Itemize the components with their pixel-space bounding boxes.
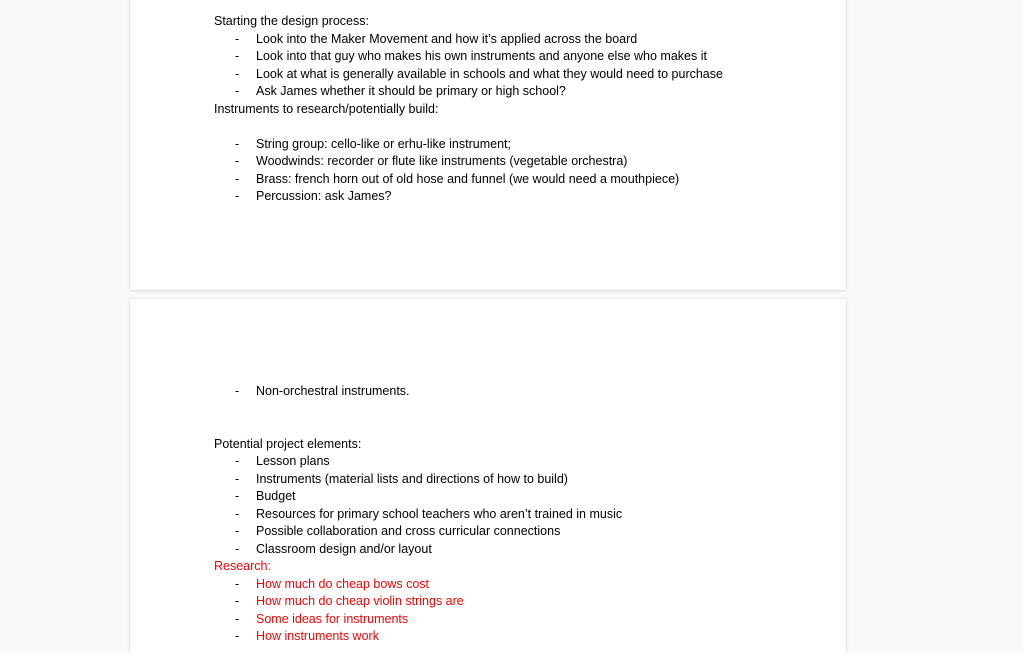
bullet-marker: - (235, 136, 240, 151)
bullet-marker: - (235, 49, 240, 63)
list-item-text: Ask James whether it should be primary or high school? (256, 84, 566, 98)
list-item (235, 593, 464, 611)
document-page-2 (130, 299, 846, 653)
bullet-marker: - (235, 171, 240, 186)
bullet-marker: - (235, 506, 240, 521)
list-item-text: Look at what is generally available in schools and what they would need to purchase (256, 66, 723, 81)
bullet-marker: - (235, 154, 240, 168)
list-item-text: Budget (256, 489, 296, 503)
list-item-text: How much do cheap violin strings are (256, 594, 464, 608)
list-item-text: Some ideas for instruments (256, 611, 409, 626)
list-item (235, 628, 379, 646)
bullet-marker: - (235, 66, 240, 81)
list-item-text: Look into that guy who makes his own instruments and anyone else who makes it (256, 49, 707, 63)
bullet-marker: - (235, 454, 240, 468)
list-item-text: Possible collaboration and cross curricular connections (256, 524, 561, 538)
list-item (235, 66, 723, 84)
bullet-marker: - (235, 84, 240, 98)
list-item (235, 611, 408, 629)
list-item-text: Classroom design and/or layout (256, 541, 432, 556)
list-item-text: Look into the Maker Movement and how it’s applied across the board (256, 31, 638, 46)
research-heading: Research: (214, 559, 271, 573)
bullet-marker: - (235, 541, 240, 556)
list-item (235, 171, 679, 189)
list-item (235, 383, 410, 401)
bullet-marker: - (235, 576, 240, 591)
instruments-heading: Instruments to research/potentially build: (214, 101, 439, 116)
bullet-marker: - (235, 189, 240, 203)
list-item-text: Lesson plans (256, 454, 330, 468)
bullet-marker: - (235, 594, 240, 608)
list-item-text: How instruments work (256, 629, 379, 643)
bullet-marker: - (235, 611, 240, 626)
list-item-text: String group: cello-like or erhu-like instrument; (256, 136, 511, 151)
document-page-1 (130, 0, 846, 290)
list-item (235, 523, 560, 541)
list-item-text: Instruments (material lists and directions of how to build) (256, 471, 568, 486)
bullet-marker: - (235, 384, 240, 398)
project-elements-heading: Potential project elements: (214, 436, 362, 451)
list-item-text: Brass: french horn out of old hose and funnel (we would need a mouthpiece) (256, 171, 680, 186)
bullet-marker: - (235, 629, 240, 643)
list-item (235, 48, 707, 66)
list-item-text: Woodwinds: recorder or flute like instruments (vegetable orchestra) (256, 154, 628, 168)
bullet-marker: - (235, 31, 240, 46)
list-item (235, 576, 429, 594)
list-item (235, 153, 627, 171)
list-item (235, 541, 432, 559)
list-item (235, 31, 637, 49)
list-item (235, 453, 330, 471)
list-item-text: Non-orchestral instruments. (256, 384, 410, 398)
list-item (235, 471, 568, 489)
list-item-text: How much do cheap bows cost (256, 576, 430, 591)
list-item (235, 83, 566, 101)
design-process-heading: Starting the design process: (214, 14, 369, 28)
bullet-marker: - (235, 489, 240, 503)
list-item-text: Resources for primary school teachers who aren’t trained in music (256, 506, 623, 521)
bullet-marker: - (235, 524, 240, 538)
list-item-text: Percussion: ask James? (256, 189, 392, 203)
bullet-marker: - (235, 471, 240, 486)
list-item (235, 136, 511, 154)
list-item (235, 188, 391, 206)
list-item (235, 506, 622, 524)
list-item (235, 488, 296, 506)
